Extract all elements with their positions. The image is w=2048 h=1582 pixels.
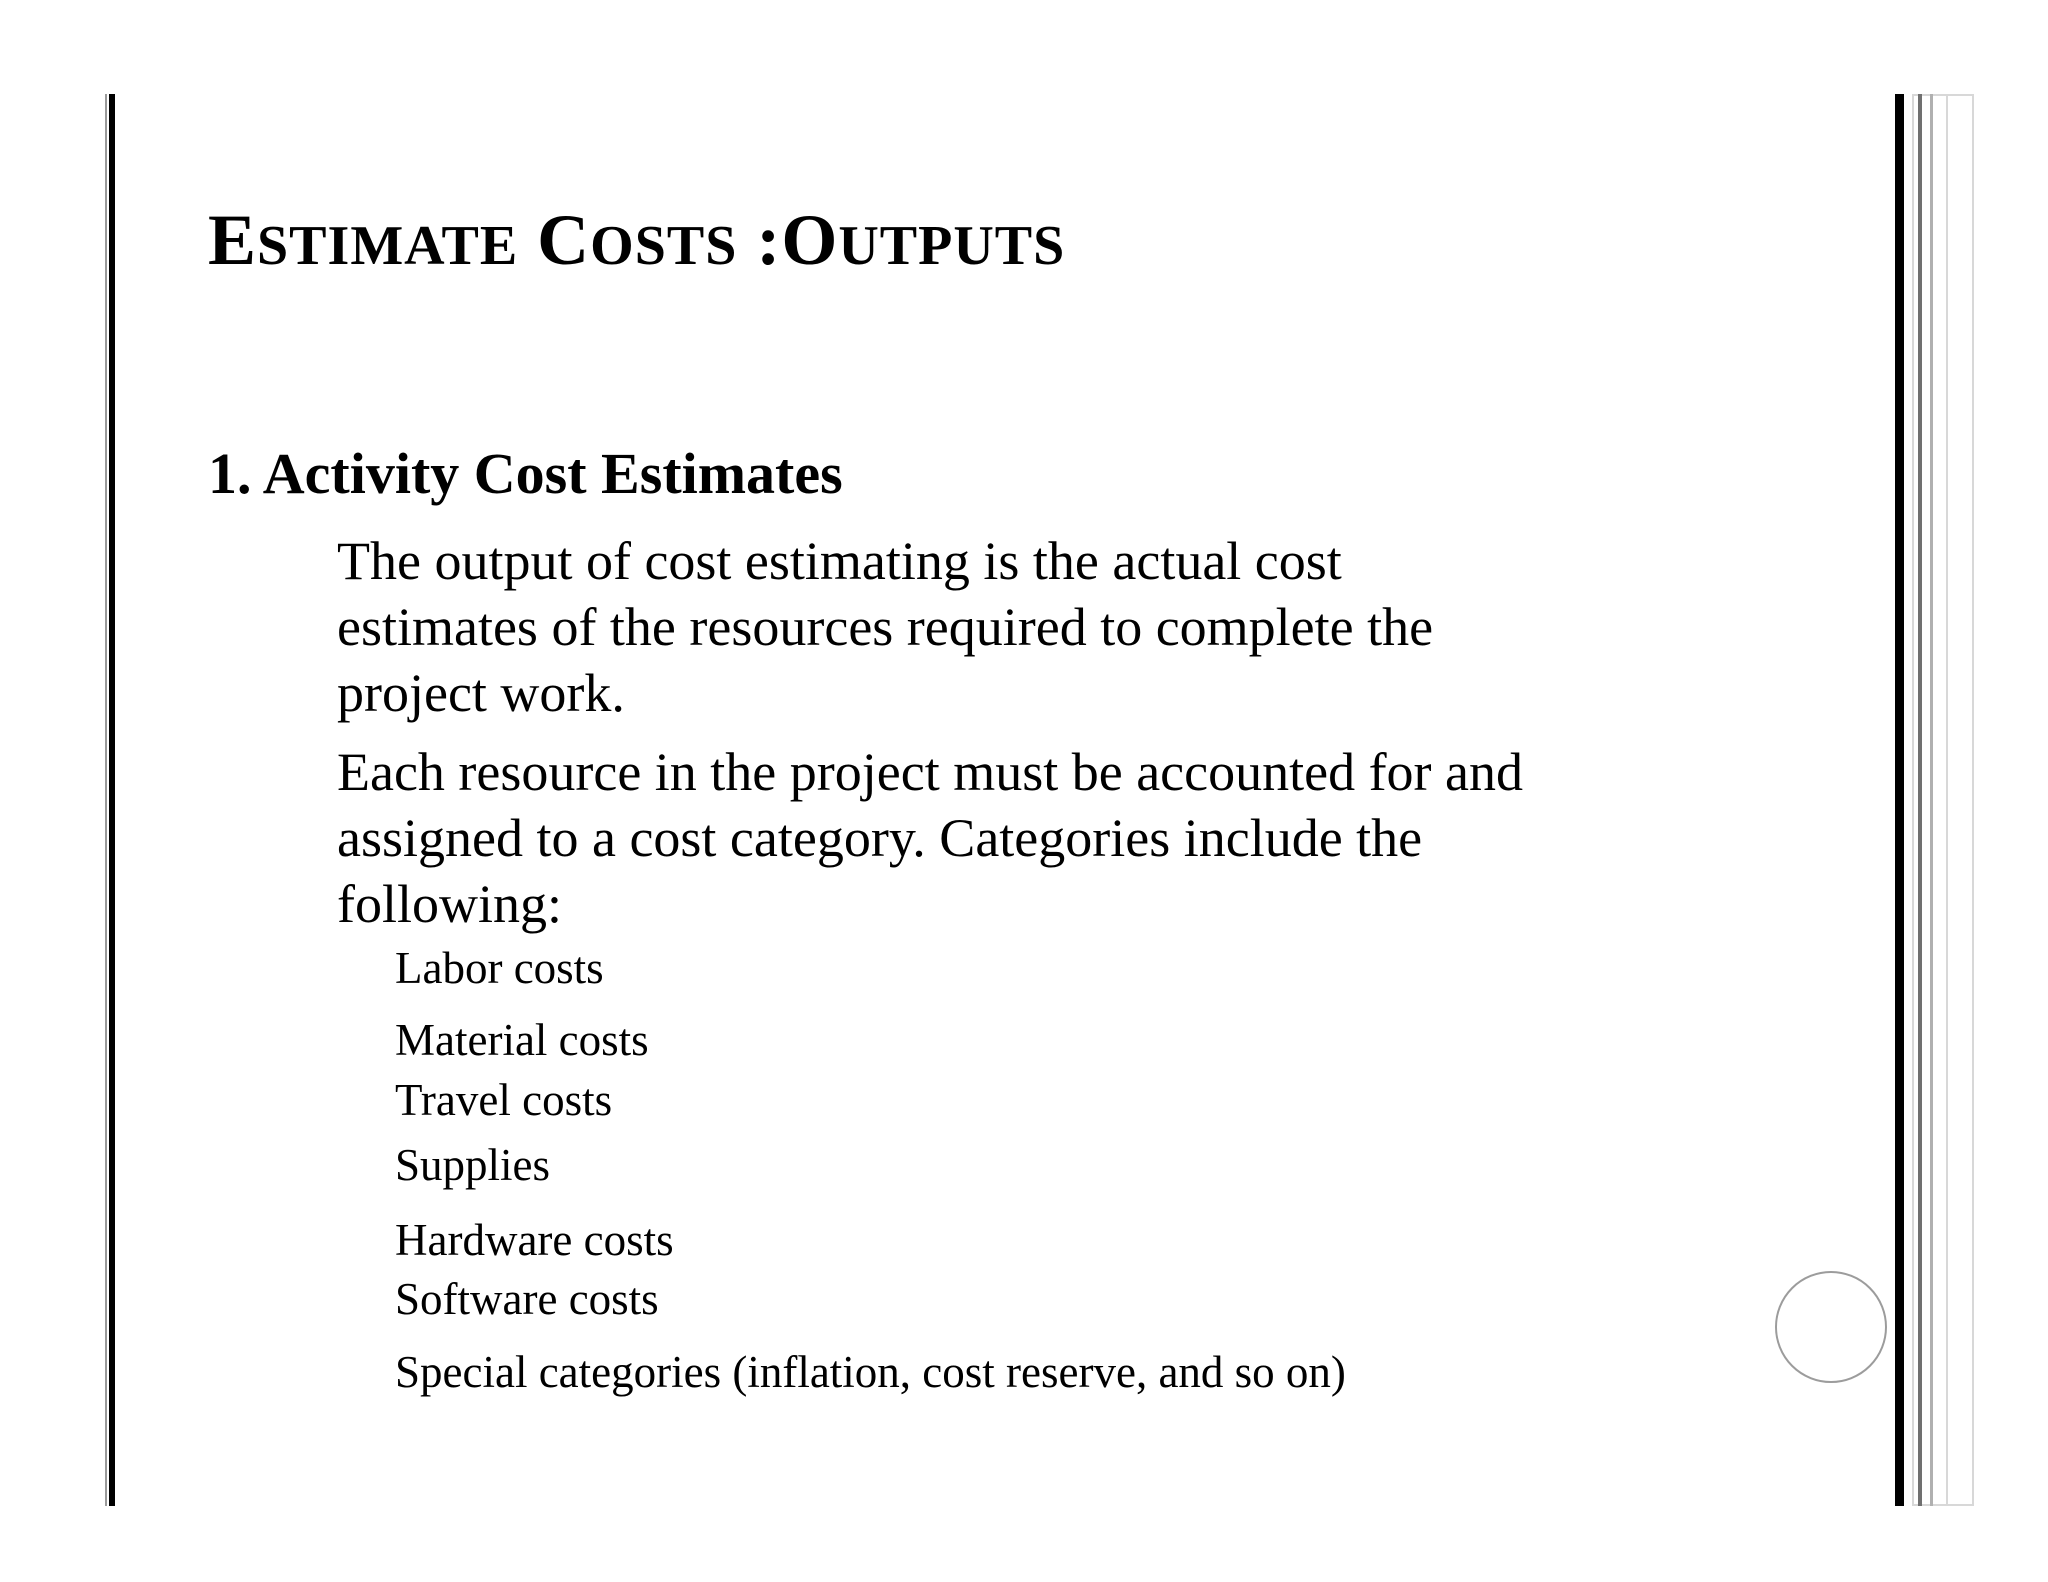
decorative-circle [1775, 1271, 1887, 1383]
list-item: Software costs [395, 1274, 659, 1324]
slide-title [208, 196, 1065, 290]
title-word: ESTIMATE [208, 200, 519, 280]
paragraph: Each resource in the project must be accounted for and assigned to a cost category. Categories include the following: [337, 742, 1523, 934]
right-border-line [1930, 94, 1933, 1506]
section-heading: 1. Activity Cost Estimates [208, 441, 843, 506]
title-word: COSTS [537, 200, 738, 280]
list-item: Supplies [395, 1140, 551, 1190]
right-border-line [1918, 94, 1922, 1506]
title-word: :OUTPUTS [756, 200, 1066, 280]
left-border-thick [109, 94, 115, 1506]
list-item: Hardware costs [395, 1215, 674, 1265]
paragraph: The output of cost estimating is the actual cost estimates of the resources required to complete the project work. [337, 531, 1434, 723]
list-item: Special categories (inflation, cost reserve, and so on) [395, 1347, 1346, 1397]
list-item: Labor costs [395, 943, 604, 993]
left-border-thin [105, 94, 107, 1506]
right-border-line [1946, 94, 1948, 1506]
list-item: Travel costs [395, 1075, 613, 1125]
list-item: Material costs [395, 1015, 649, 1065]
right-border-thick [1895, 94, 1904, 1506]
